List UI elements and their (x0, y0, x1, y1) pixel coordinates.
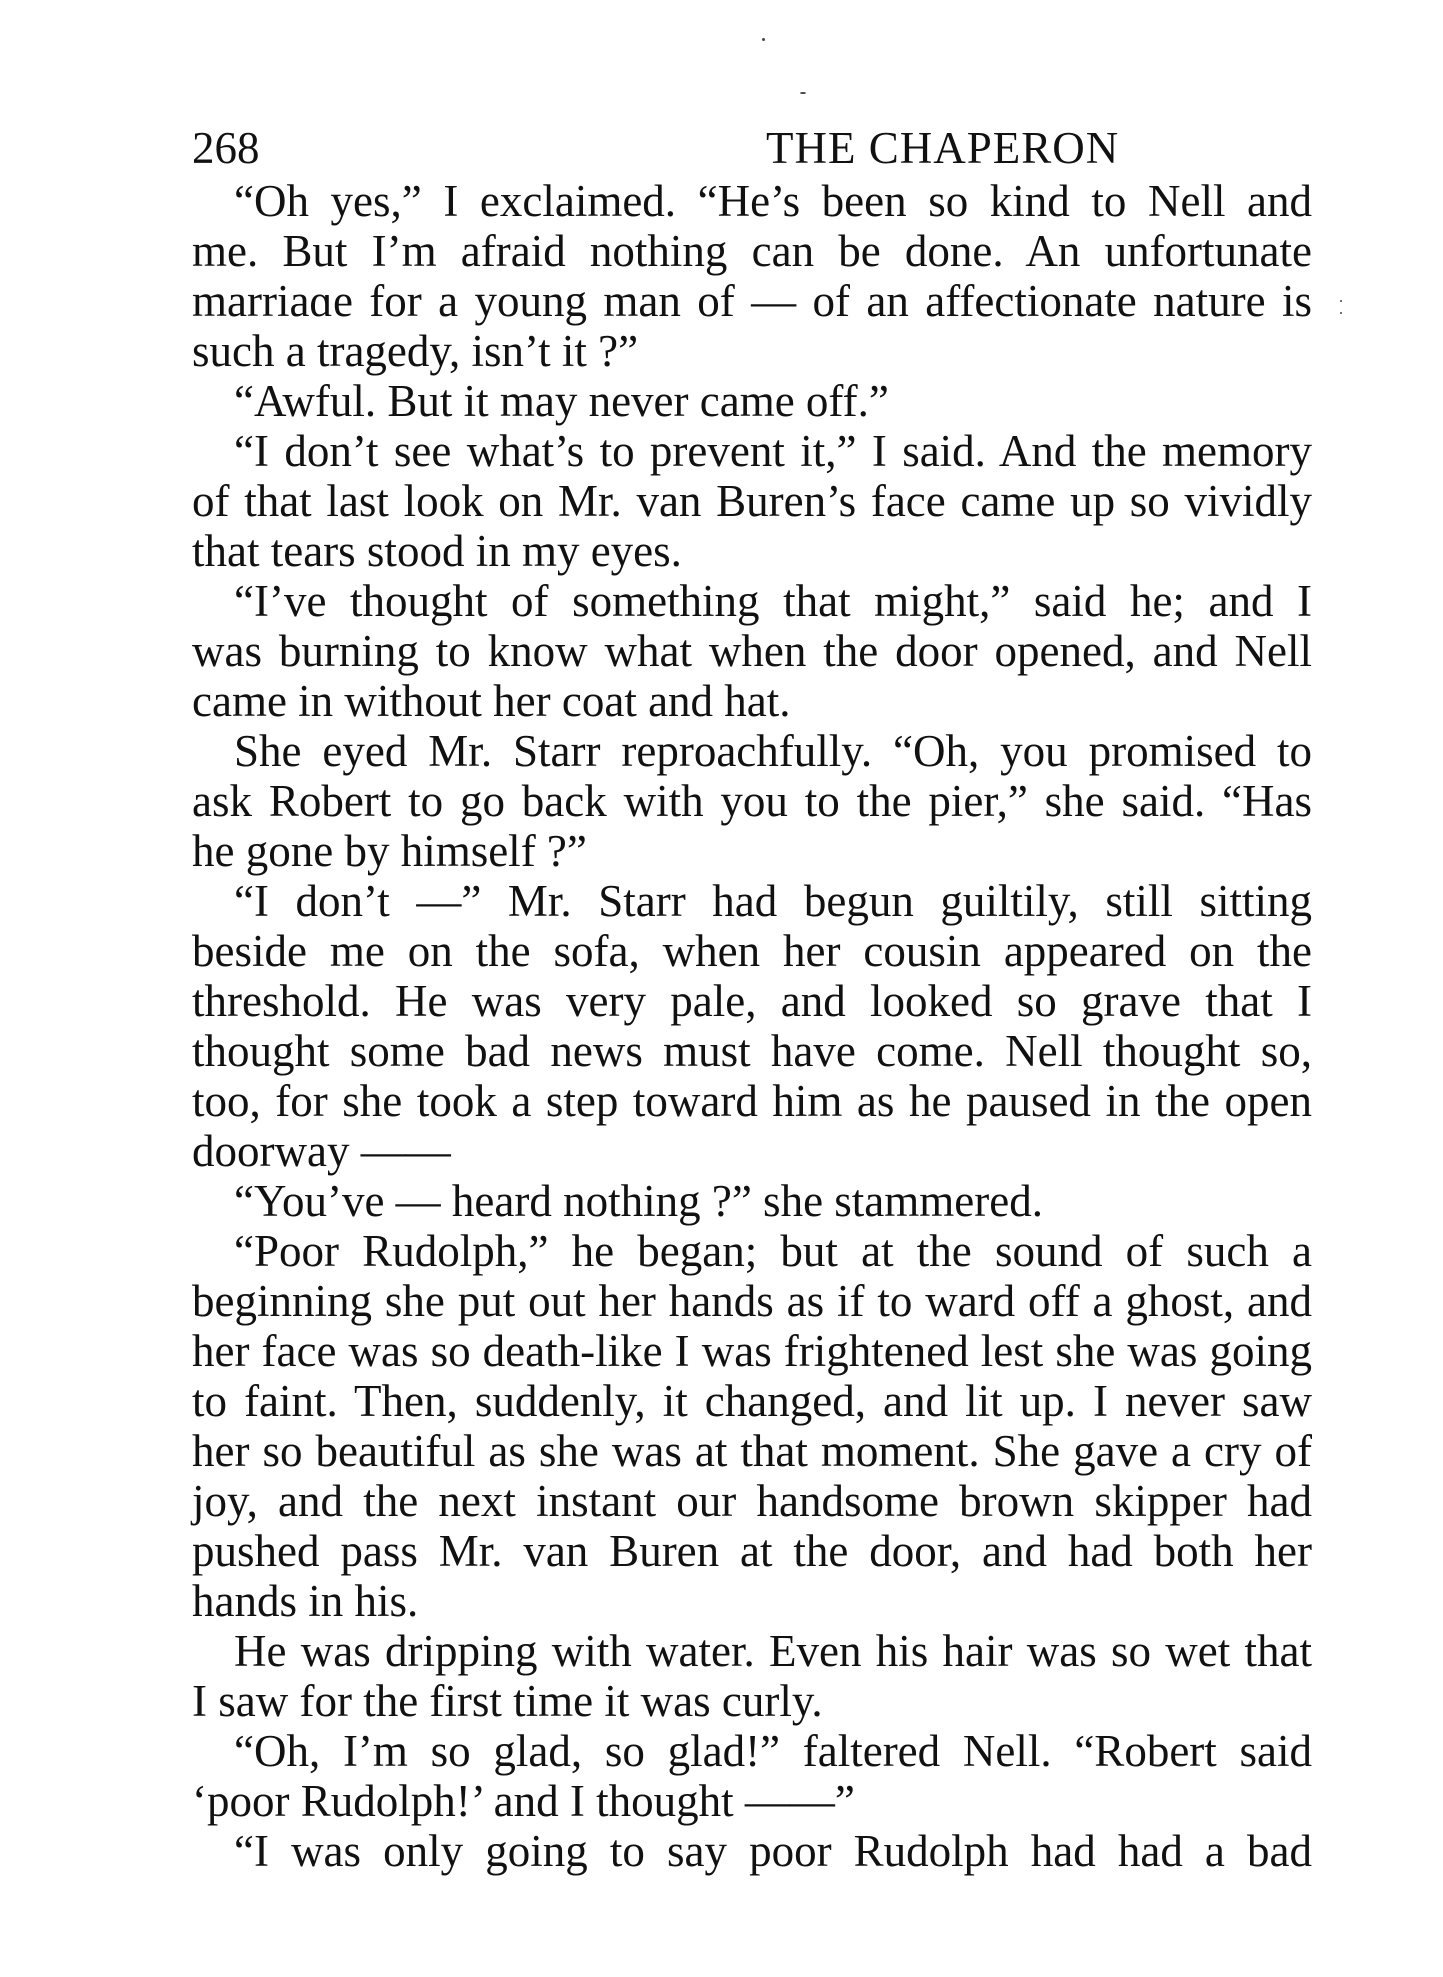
text-line: “I don’t see what’s to prevent it,” I said. And the memory (234, 426, 1312, 476)
text-line: her so beautiful as she was at that moment. She gave a cry of (192, 1426, 1312, 1476)
text-line: “I don’t —” Mr. Starr had begun guiltily, still sitting (234, 876, 1312, 926)
text-line: ‘poor Rudolph!’ and I thought ——” (192, 1776, 855, 1826)
text-line: such a tragedy, isn’t it ?” (192, 326, 639, 376)
text-line: to faint. Then, suddenly, it changed, and lit up. I never saw (192, 1376, 1312, 1426)
text-line: her face was so death-like I was frightened lest she was going (192, 1326, 1312, 1376)
text-line: came in without her coat and hat. (192, 676, 791, 726)
text-line: thought some bad news must have come. Nell thought so, (192, 1026, 1312, 1076)
text-line: marriaɑe for a young man of — of an affectionate nature is (192, 276, 1312, 326)
text-line: “You’ve — heard nothing ?” she stammered. (234, 1176, 1043, 1226)
text-line: me. But I’m afraid nothing can be done. An unfortunate (192, 226, 1312, 276)
text-line: “I was only going to say poor Rudolph had had a bad (234, 1826, 1312, 1876)
text-line: doorway —— (192, 1126, 451, 1176)
text-line: beside me on the sofa, when her cousin appeared on the (192, 926, 1312, 976)
text-line: threshold. He was very pale, and looked so grave that I (192, 976, 1312, 1026)
text-line: beginning she put out her hands as if to ward off a ghost, and (192, 1276, 1312, 1326)
text-line: “Poor Rudolph,” he began; but at the sound of such a (234, 1226, 1312, 1276)
text-line: “Awful. But it may never came off.” (234, 376, 889, 426)
text-line: that tears stood in my eyes. (192, 526, 682, 576)
text-line: was burning to know what when the door opened, and Nell (192, 626, 1312, 676)
text-line: ask Robert to go back with you to the pier,” she said. “Has (192, 776, 1312, 826)
text-line: “I’ve thought of something that might,” said he; and I (234, 576, 1312, 626)
text-line: pushed pass Mr. van Buren at the door, and had both her (192, 1526, 1312, 1576)
text-line: of that last look on Mr. van Buren’s face came up so vividly (192, 476, 1312, 526)
scan-speck (1340, 312, 1342, 314)
scan-speck (1340, 300, 1342, 302)
text-line: She eyed Mr. Starr reproachfully. “Oh, you promised to (234, 726, 1312, 776)
scan-speck (762, 38, 765, 41)
scan-speck (800, 92, 806, 94)
text-line: I saw for the first time it was curly. (192, 1676, 823, 1726)
text-line: too, for she took a step toward him as he paused in the open (192, 1076, 1312, 1126)
text-line: “Oh yes,” I exclaimed. “He’s been so kind to Nell and (234, 176, 1312, 226)
text-line: “Oh, I’m so glad, so glad!” faltered Nell. “Robert said (234, 1726, 1312, 1776)
text-line: He was dripping with water. Even his hair was so wet that (234, 1626, 1312, 1676)
text-line: joy, and the next instant our handsome brown skipper had (192, 1476, 1312, 1526)
page-header (192, 118, 1312, 178)
text-line: he gone by himself ?” (192, 826, 587, 876)
running-title: THE CHAPERON (766, 123, 1120, 173)
text-line: hands in his. (192, 1576, 419, 1626)
page-number: 268 (192, 123, 260, 173)
body-text (192, 176, 1312, 1876)
